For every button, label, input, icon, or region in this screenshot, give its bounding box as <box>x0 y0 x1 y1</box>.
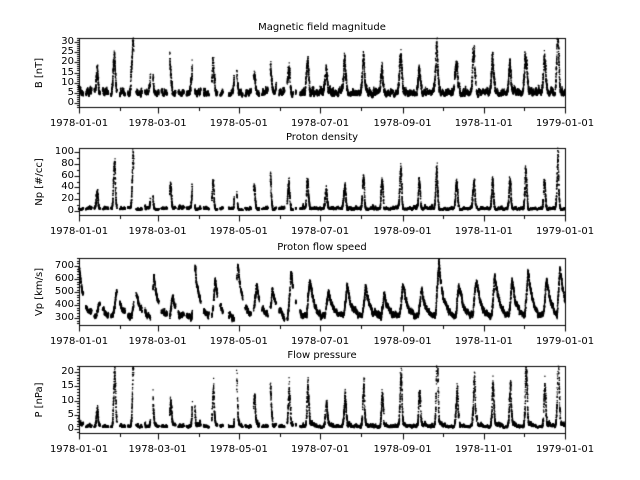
x-tick-label: 1978-03-01 <box>128 118 187 129</box>
panel-title: Flow pressure <box>287 350 357 361</box>
y-tick-label: 25 <box>61 46 74 57</box>
x-tick-label: 1978-01-01 <box>49 226 109 237</box>
x-tick-label: 1978-11-01 <box>454 118 513 129</box>
y-tick-label: 15 <box>61 67 74 78</box>
x-tick-label: 1978-05-01 <box>209 336 268 347</box>
y-tick-label: 5 <box>67 87 74 98</box>
x-tick-label: 1979-01-01 <box>535 444 595 455</box>
y-tick-label: 40 <box>61 181 74 192</box>
x-tick-label: 1978-01-01 <box>49 444 109 455</box>
x-tick-label: 1978-09-01 <box>373 336 432 347</box>
x-tick-label: 1978-07-01 <box>290 444 350 455</box>
y-tick-label: 10 <box>61 395 74 406</box>
x-tick-label: 1978-05-01 <box>209 444 268 455</box>
x-tick-label: 1978-09-01 <box>373 226 432 237</box>
x-tick-label: 1978-09-01 <box>373 444 432 455</box>
x-tick-label: 1979-01-01 <box>535 226 595 237</box>
x-tick-label: 1979-01-01 <box>535 336 595 347</box>
y-tick-label: 30 <box>61 36 74 47</box>
x-tick-label: 1978-11-01 <box>454 336 513 347</box>
x-tick-label: 1978-03-01 <box>128 226 187 237</box>
y-tick-label: 20 <box>61 366 74 377</box>
panel-title: Proton density <box>285 132 359 143</box>
x-tick-label: 1978-11-01 <box>454 226 513 237</box>
x-tick-label: 1978-05-01 <box>209 118 268 129</box>
x-tick-label: 1978-07-01 <box>290 118 350 129</box>
y-tick-label: 400 <box>54 299 74 310</box>
y-tick-label: 60 <box>61 170 74 181</box>
x-tick-label: 1978-07-01 <box>290 226 350 237</box>
y-tick-label: 0 <box>67 205 74 216</box>
x-tick-label: 1978-07-01 <box>290 336 350 347</box>
y-tick-label: 10 <box>61 77 74 88</box>
y-tick-label: 80 <box>61 158 74 169</box>
panel-title: Proton flow speed <box>277 242 367 253</box>
y-tick-label: 15 <box>61 380 74 391</box>
y-tick-label: 20 <box>61 193 74 204</box>
y-tick-label: 500 <box>54 286 74 297</box>
x-tick-label: 1979-01-01 <box>535 118 595 129</box>
y-axis-label: Vp [km/s] <box>34 267 45 316</box>
x-tick-label: 1978-05-01 <box>209 226 268 237</box>
y-tick-label: 700 <box>54 260 74 271</box>
y-axis-label: B [nT] <box>34 57 45 88</box>
x-tick-label: 1978-11-01 <box>454 444 513 455</box>
x-tick-label: 1978-03-01 <box>128 444 187 455</box>
x-tick-label: 1978-01-01 <box>49 336 109 347</box>
y-tick-label: 100 <box>54 146 74 157</box>
y-axis-label: Np [#/cc] <box>34 157 45 206</box>
y-tick-label: 20 <box>61 56 74 67</box>
y-tick-label: 600 <box>54 273 74 284</box>
y-tick-label: 0 <box>67 423 74 434</box>
x-tick-label: 1978-01-01 <box>49 118 109 129</box>
y-axis-label: P [nPa] <box>34 381 45 418</box>
x-tick-label: 1978-03-01 <box>128 336 187 347</box>
panel-title: Magnetic field magnitude <box>258 22 386 33</box>
y-tick-label: 0 <box>67 97 74 108</box>
y-tick-label: 5 <box>67 409 74 420</box>
x-tick-label: 1978-09-01 <box>373 118 432 129</box>
y-tick-label: 300 <box>54 312 74 323</box>
